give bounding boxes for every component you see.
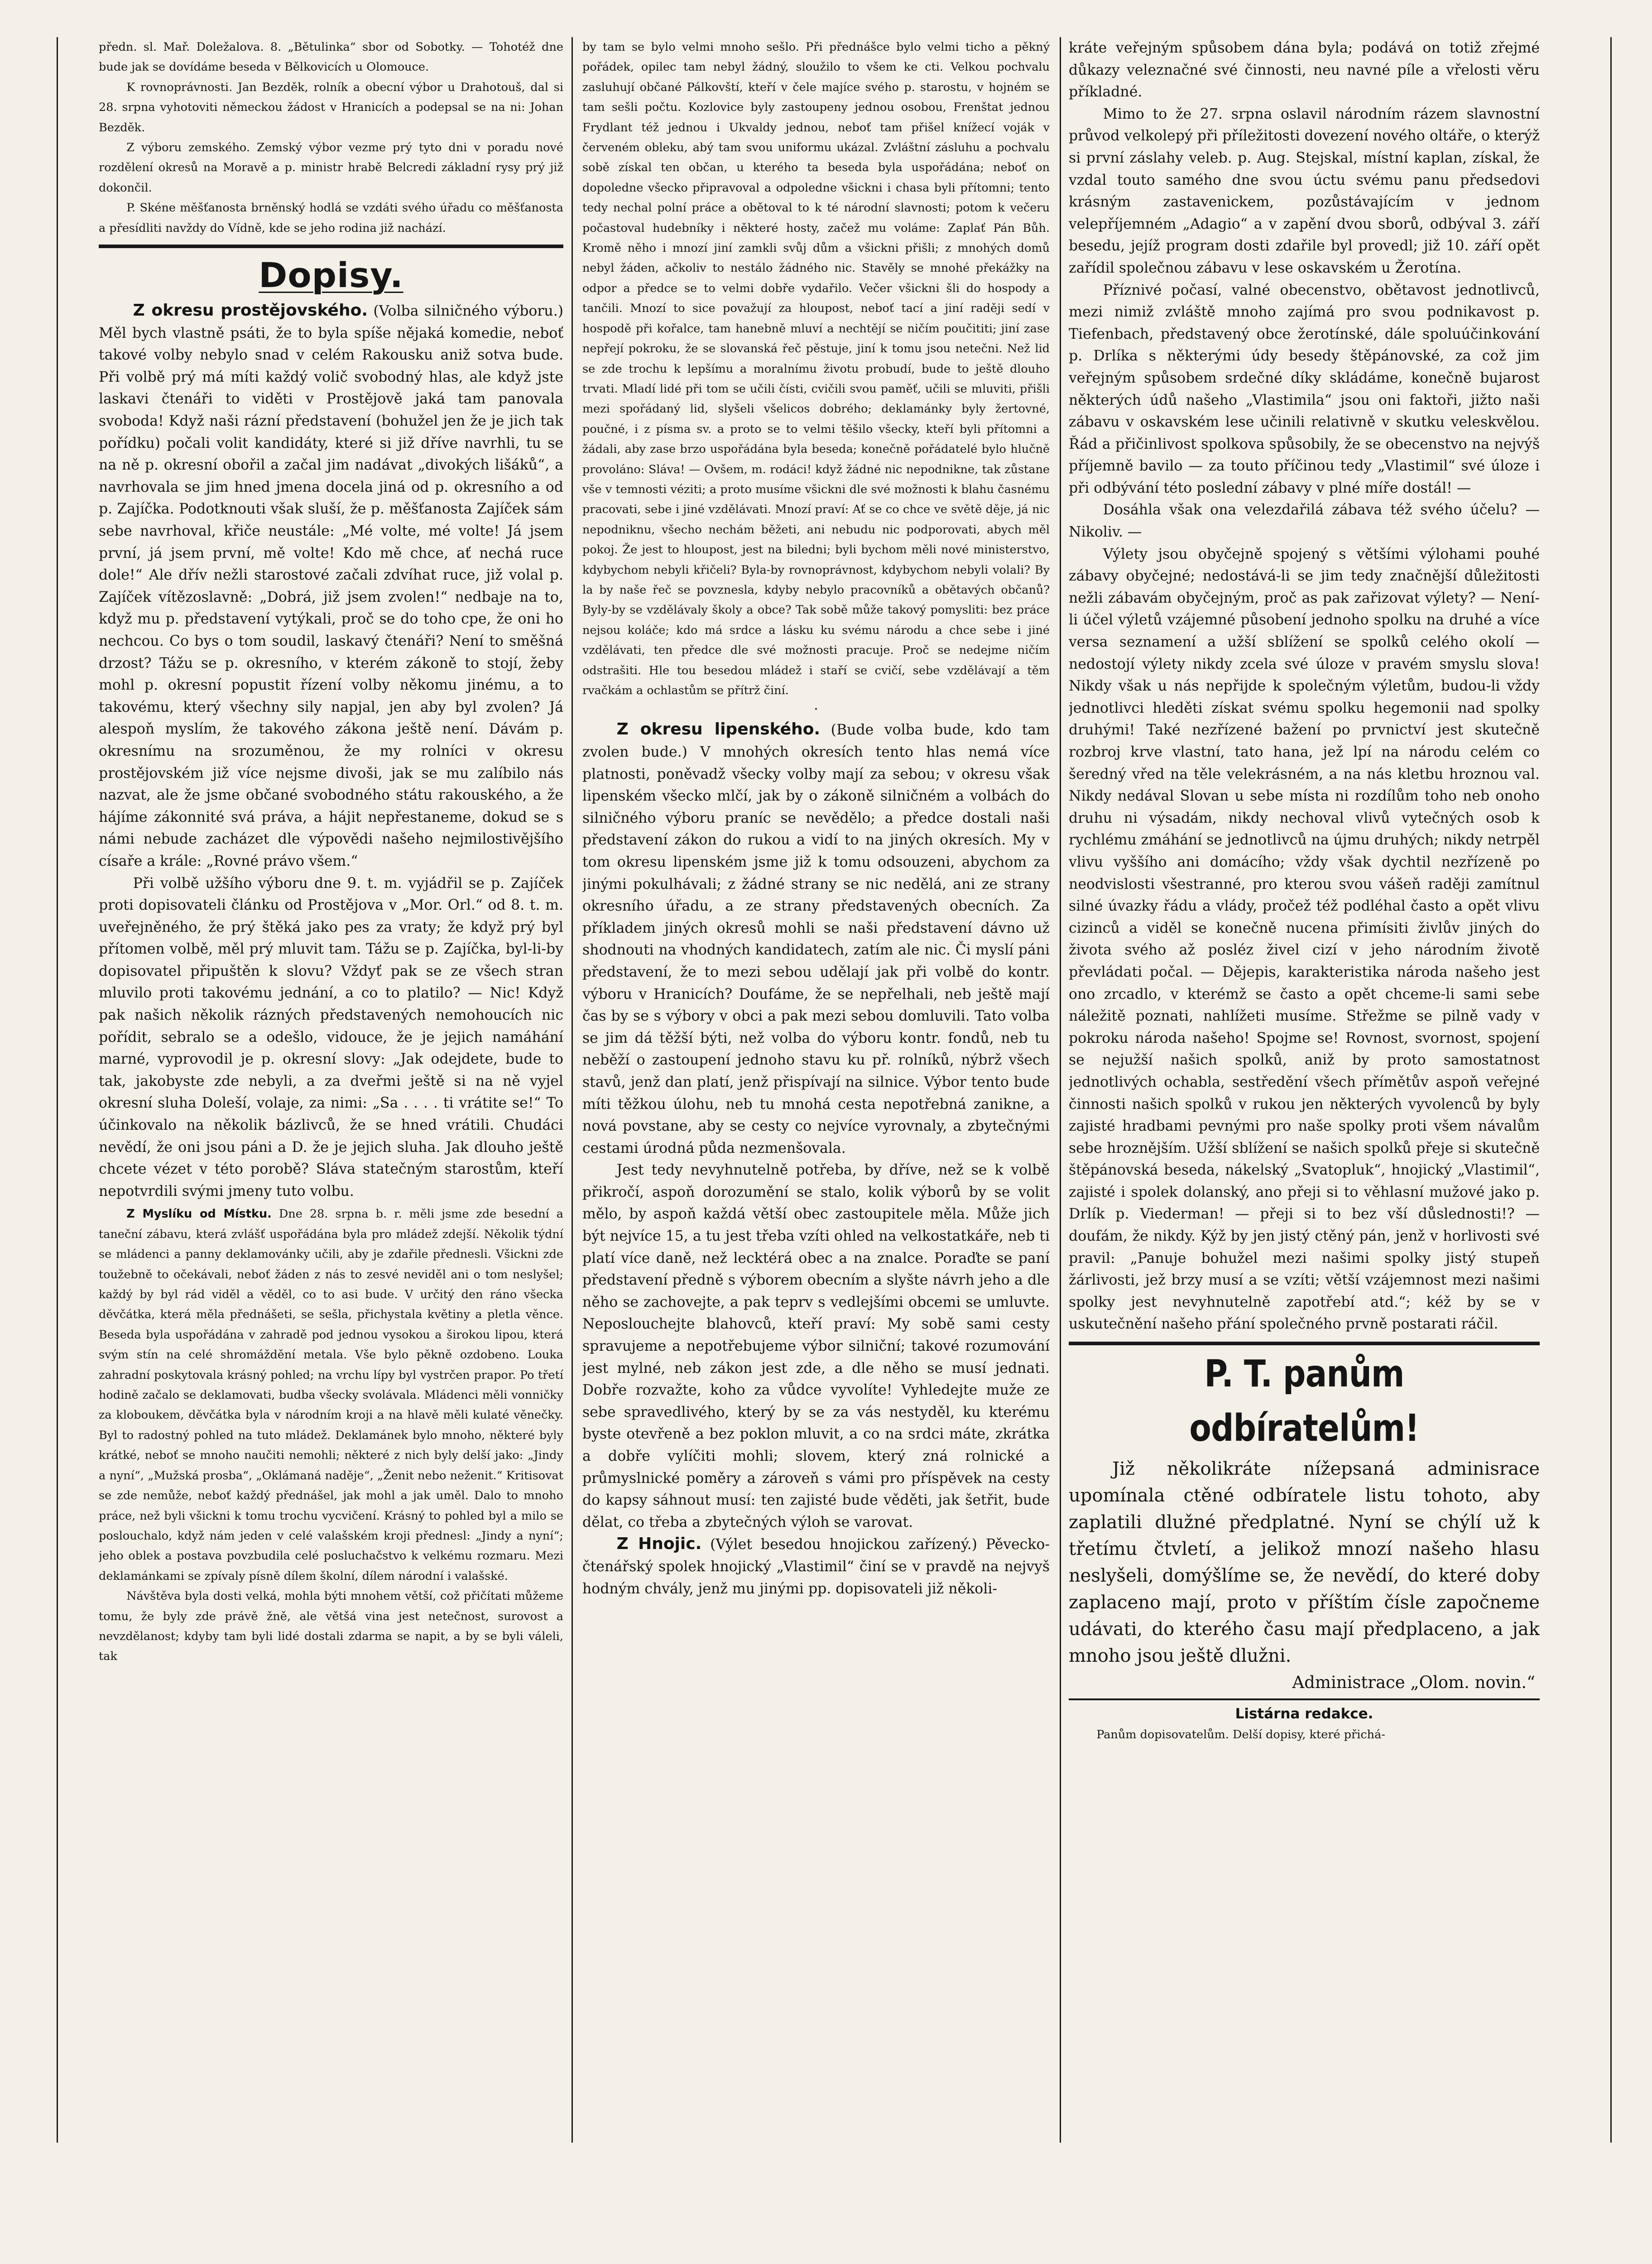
article-title: Z Hnojic. [616, 1535, 702, 1554]
article-body: Mimo to že 27. srpna oslavil národním rázem slavnostní průvod velkolepý při příležitosti dovezení nového oltáře, o kterýž si první záslahy veleb. p. Aug. Stejskal, místní kaplan, získal, že vzdal touto samého dne svou úctu svému panu předsedovi krásným zastavenickem, pozůstávajícím v jednom velepříjemném „Adagio“ a v zapění dvou sborů, odbýval 3. září besedu, jejíž program dosti zdařile byl provedl; již 10. září opět zařídil společnou zábavu v lese oskavském u Žerotína. [1069, 106, 1540, 276]
notice-signature: Administrace „Olom. novin.“ [1292, 1673, 1535, 1693]
article-myslik [99, 1204, 563, 1666]
short-item: předn. sl. Mař. Doležalova. 8. „Bětulinka“ sbor od Sobotky. — Tohotéž dne bude jak se dovídáme beseda v Bělkovicích u Olomouce. [99, 40, 563, 74]
article-body: Příznivé počasí, valné obecenstvo, obětavost jednotlivců, mezi nimiž zvláště mnoho zajímá pro svou podnikavost p. Tiefenbach, představený obce žerotínské, dále spoluúčinkování p. Drlíka s některými údy besedy štěpánovské, za což jim veřejným spůsobem srdečné díky skládáme, konečně bujarost některých údů našeho „Vlastimila“ jsou oni faktoři, jižto naši zábavu v oskavském lese učinili relativně v skutku veleskvělou. Řád a přičinlivost spolkova spůsobily, že se obecenstvo na nejvýš příjemně bavilo — za touto příčinou tedy „Vlastimil“ své úloze i při odbývání této poslední zábavy v plné míře dostál! — [1069, 282, 1540, 496]
article-body: (Volba silničného výboru.) Měl bych vlastně psáti, že to byla spíše nějaká komedie, neboť takové volby nebylo snad v celém Rakousku aniž sotva bude. Při volbě prý má míti každý volič svobodný hlas, ale když jste laskavi čtenáři to viděti v Prostějově jaká tam panovala svoboda! Když naši rázní představení (bohužel jen že je jich tak pořídku) počali volit kandidáty, které si již dříve navrhli, tu se na ně p. okresní obořil a začal jim nadávat „divokých lišáků“, a navrhovala se jim hned jmena docela jiná od p. okresního a od p. Zajíčka. Podotknouti však sluší, že p. měšťanosta Zajíček sám sebe navrhoval, křiče neustále: „Mé volte, mé volte! Já jsem první, já jsem první, mě volte! Kdo mě chce, ať nechá ruce dole!“ Ale dřív nežli starostové začali zdvíhat ruce, již volal p. Zajíček vítězoslavně: „Dobrá, již jsem zvolen!“ nedbaje na to, když mu p. představení vytýkali, proč se do toho cpe, že oni ho nechcou. Co bys o tom soudil, laskavý čtenáři? Není to směšná drzost? Tážu se p. okresního, v kterém zákoně to stojí, žeby mohl p. okresní popustit řízení volby někomu jinému, a to takovému, který všechny sily napjal, jen aby byl zvolen? Já alespoň myslím, že takového zákona ještě není. Dávám p. okresnímu na srozuměnou, že my rolníci v okresu prostějovském již více nejsme divoši, jak se mu zalíbilo nás nazvat, ale že jsme občané svobodného státu rakouského, a že hájíme zákonnité svá práva, a hájit nepřestaneme, dokud se s námi nebude zacházet dle výpovědi našeho nejmilostivějšího císaře a krále: „Rovné právo všem.“ [99, 303, 563, 869]
article-body: Při volbě užšího výboru dne 9. t. m. vyjádřil se p. Zajíček proti dopisovateli článku od Prostějova v „Mor. Orl.“ od 8. t. m. uveřejněného, že prý štěká jako pes za vraty; že když prý byl přítomen volbě, měl prý mluvit tam. Tážu se p. Zajíčka, byl-li-by dopisovatel připuštěn k slovu? Vždyť pak se ze všech stran mluvilo proti takovému jednání, a co to platilo? — Nic! Když pak našich několik rázných představených nemohoucích nic pořídit, sebralo se a odešlo, vidouce, že je jejich namáhání marné, vyprovodil je p. okresní slovy: „Jak odejdete, bude to tak, jakobyste zde nebyli, a za dveřmi ještě si na ně vyjel okresní sluha Doleší, volaje, za nimi: „Sa . . . . ti vrátite se!“ To účinkovalo na několik bázlivců, že se hned vrátili. Chudáci nevědí, že oni jsou páni a D. že je jejich sluha. Jak dlouho ještě chcete vézet v této porobě? Sláva statečným starostům, kteří nepotvrdili svými jmeny tuto volbu. [99, 875, 563, 1199]
notice-title: P. T. panům odbíratelům! [1189, 1353, 1419, 1450]
article-title: Z Myslíku od Místku. [126, 1207, 272, 1221]
article-body: Výlety jsou obyčejně spojený s většími výlohami pouhé zábavy obyčejné; nedostává-li se jim tedy značnější důležitosti nežli zábavám obyčejným, proč as pak zařizovat výlety? — Není-li účel výletů vzájemné působení jednoho spolku na druhé a více versa seznamení a užší sblížení se spolků celého okolí — nedostojí výlety nikdy zcela své úloze v pravém smyslu slova! Nikdy však u nás nepřijde k společným výletům, budou-li vždy jednotlivci hleděti získat svému spolku hegemonii nad spolky druhými! Také nezřízené bažení po prvnictví jest skutečně rozbroj krve vlastní, tato hana, jež lpí na národu celém co šeredný vřed na těle velekrásném, a na nás kletbu hroznou val. Nikdy nedával Slovan u sebe místa ni rozdílům toho neb onoho druhu ni výsadám, nikdy nechoval vlivů vytečných osob k rychlému zmáhání se jednotlivců na újmu druhých; nikdy netrpěl vlivu vyššího ani domácího; vždy však dychtil nezřízeně po neodvislosti všestranné, pro kterou svou vášeň raději zamítnul silné úvazky řádu a vlády, pročež též podléhal často a opět vlivu cizinců a viděl se konečně nucena přimísiti živlův jiných do života svého až posléz živel cizí v jeho národním životě převládati počal. — Dějepis, karakteristika národa našeho jest ono zrcadlo, v kterémž se často a opět chceme-li sami sebe náležitě poznati, nahlížeti musíme. Střežme se pilně vady v pokroku národa našeho! Spojme se! Rovnost, svornost, spojení se nejužší našich spolků, aniž by proto samostatnost jednotlivých ochabla, sestředění všech přímětův aspoň veřejné činnosti našich spolků v rukou jen některých vyvolenců by byly zajisté hradbami pevnými pro naše spolky proti všem návalům sebe hroznějším. Užší sblížení se našich spolků přeje si skutečně štěpánovská beseda, nákelský „Svatopluk“, hnojický „Vlastimil“, zajisté i spolek dolanský, ano přeji si to věhlasní mužové jako p. Drlík p. Viederman! — přeji si to bez vší důslednosti!? — doufám, že nikdy. Kýž by jen jistý ctěný pán, jenž v horlivosti své pravil: „Panuje bohužel mezi našimi spolky jistý stupeň žárlivosti, jež brzy musí a se vzíti; větší vzájemnost mezi našimi spolky jest nevyhnutelně zapotřebí atd.“; kéž by se v uskutečnění našeho přání společného prvně postarati ráčil. [1069, 546, 1540, 1333]
separator-mark: · [814, 701, 818, 718]
short-item: Z výboru zemského. Zemský výbor vezme prý tyto dni v poradu nové rozdělení okresů na Moravě a p. ministr hrabě Belcredi základní rysy prý již dokončil. [99, 141, 563, 195]
short-news [99, 37, 563, 238]
article-body: by tam se bylo velmi mnoho sešlo. Při přednášce bylo velmi ticho a pěkný pořádek, opilec tam nebyl žádný, sloužilo to všem ke cti. Velkou pochvalu zasluhují občané Pálkovští, kteří v čele majíce svého p. starostu, v hojném se tam sešli počtu. Kozlovice byly zastoupeny jednou osobou, Frenštat jednou Frydlant též jednou i Ukvaldy jednou, neboť tam přišel knížecí voják v červeném obleku, abý tam svou uniformu ukázal. Zvláštní zásluhu a pochvalu sobě získal ten občan, u kterého ta beseda byla uspořádána; neboť on dopoledne všecko připravoval a odpoledne všickni i chasa byli přítomni; tento tedy nechal polní práce a obětoval to k té národní slavnosti; potom k večeru počastoval hudebníky i některé hosty, začež mu voláme: Zaplať Pán Bůh. Kromě něho i mnozí jiní zamkli svůj dům a všickni přišli; z mnohých domů nebyl žáden, ačkoliv to nestálo žádného nic. Stavěly se mnohé překážky na odpor a předce se to velmi dobře vydařilo. Večer všickni šli do hospody a tančili. Mnozí to sice považují za hloupost, neboť tací a jiní raději sedí v hospodě při kořalce, tam hanebně mluví a nechtějí se ničím poučititi; jiní zase nepřejí pokroku, že se slovanská řeč pěstuje, jiní k tomu jsou netečni. Než lid se zde trochu k lepšímu a moralnímu životu probudí, bude to ještě dlouho trvati. Mladí lidé při tom se učili čísti, cvičili svou paměť, učili se mluviti, přišli mezi spořádaný lid, slyšeli všelicos dobrého; deklamánky byly žertovné, poučné, i z písma sv. a proto se to velmi těšilo všecky, kteří byli přítomni a žádali, aby zase brzo uspořádána byla beseda; konečně pořádatelé bylo hlučně provoláno: Sláva! — Ovšem, m. rodáci! když žádné nic nepodnikne, tak zůstane vše v temnosti véziti; a proto musíme všickni dle své možnosti k blahu časnému pracovati, sebe i jiné vzdělávati. Mnozí praví: Ať se co chce ve světě děje, já nic nepodniknu, všecho nechám běžeti, ani nebudu nic podporovati, abych měl pokoj. Že jest to hloupost, jest na biledni; byli bychom měli nové ministerstvo, kdybychom nebyli křičeli? Byla-by rovnoprávnost, kdybychom nebyli volali? By la by naše řeč se povznesla, kdyby nebylo pracovníků a obětavých občanů? Byly-by se vzdělávaly školy a obce? Tak sobě může takový pomysliti: bez práce nejsou koláče; kdo má srdce a lásku ku svému národu a chce sebe i jiné vzdělávati, ten předce dle své možnosti pracuje. Proč se nedejme ničím odstrašiti. Hle tou besedou mládež i staří se cvičí, sebe vzdělávají a těm rvačkám a ochlastům se přítrž činí. [582, 40, 1050, 697]
notice-box [1069, 1347, 1540, 1696]
page-left-border [57, 37, 58, 2143]
article-body: Dosáhla však ona velezdařilá zábava též svého účelu? — Nikoliv. — [1069, 502, 1540, 541]
notice-rule-top [1069, 1342, 1540, 1345]
article-hnojice-continued [1069, 37, 1540, 1335]
column-3 [1069, 37, 1540, 2142]
column-1 [99, 37, 563, 2142]
article-title: Z okresu lipenského. [616, 720, 821, 739]
short-item: K rovnoprávnosti. Jan Bezděk, rolník a obecní výbor u Drahotouš, dal si 28. srpna vyhotoviti německou žádost v Hranicích a podepsal se na ni: Johan Bezděk. [99, 80, 563, 134]
notice-rule-bottom [1069, 1698, 1540, 1700]
article-title: Z okresu prostějovského. [133, 301, 368, 320]
column-2 [582, 37, 1050, 2142]
short-item: P. Skéne měšťanosta brněnský hodlá se vzdáti svého úřadu co měšťanosta a přesídliti navždy do Vídně, kde se jeho rodina již nachází. [99, 201, 563, 235]
article-body: Dne 28. srpna b. r. měli jsme zde besední a taneční zábavu, která zvlášť uspořádána byla pro mládež zdejší. Několik týdní se mládenci a panny deklamovánky učili, aby je zdařile přednesli. Všickni zde toužebně to očekávali, neboť žáden z nás to zesvé neviděl ani o tom neslyšel; každý by byl rád viděl a věděl, co to asi bude. V určitý den ráno všecka děvčátka, která měla přednášeti, se sešla, přichystala květiny a pletla věnce. Beseda byla uspořádána v zahradě pod jednou vysokou a širokou lipou, která svým stín na celé shromáždění metala. Vše bylo pěkně ozdobeno. Louka zahradní poskytovala krásný pohled; na vrchu lípy byl vystrčen prapor. Po třetí hodině začalo se deklamovati, budba všecky svolávala. Mládenci měli vonničky za kloboukem, děvčátka byla v národním kroji a na hlavě měli kulaté věnečky. Byl to radostný pohled na tuto mládež. Deklamánek bylo mnoho, některé byly krátké, neboť se mnoho naučiti nemohli; některé z nich byly delší jako: „Jindy a nyní“, „Mužská prosba“, „Oklámaná naděje“, „Ženit nebo neženit.“ Kritisovat se zde nemůže, neboť každý přednášel, jak mohl a jak uměl. Dalo to mnoho práce, než byli všickni k tomu trochu vycvičení. Krásný to pohled byl a milo se poslouchalo, když nám jeden v celé valašském kroji přednesl: „Jindy a nyní“; jeho oblek a postava povzbudila celé posluchačstvo k velkému rozmaru. Mezi deklamánkami se zpívaly písně dílem školní, dílem národní i valašské. [99, 1207, 563, 1583]
page-right-border [1610, 37, 1612, 2143]
column-divider-1 [571, 37, 573, 2143]
article-body: kráte veřejným spůsobem dána byla; podává on totiž zřejmé důkazy veleznačné své činnosti, neu navné píle a vřelosti věru příkladné. [1069, 40, 1540, 101]
article-prostejov [99, 300, 563, 1202]
section-rule [99, 245, 563, 248]
article-lipnik [582, 719, 1050, 1600]
column-divider-2 [1060, 37, 1061, 2143]
listarna-text: Panům dopisovatelům. Delší dopisy, které přichá- [1096, 1728, 1385, 1742]
section-heading: Dopisy. [259, 255, 403, 296]
article-body: Jest tedy nevyhnutelně potřeba, by dříve, než se k volbě přikročí, aspoň dorozumění se stalo, kolik výborů by se volit mělo, by aspoň každá větší obec zastoupitele měla. Může jich být nejvíce 15, a tu jest třeba vzíti ohled na velkostatkáře, neb ti platí více daně, než lecktérá obec a na znalce. Poraďte se paní představení předně s výborem obecním a slyšte návrh jeho a dle něho se zachovejte, a pak teprv s vedlejšími obcemi se umluvte. Neposlouchejte blahovců, kteří praví: My sobě sami cesty spravujeme a nepotřebujeme výbor silniční; takové rozumování jest mylné, neb zákon jest zde, a dle něho se musí jednati. Dobře rozvažte, koho za vůdce vyvolíte! Vyhledejte muže ze sebe spravedlivého, který by se za vás nestyděl, ku kterému byste otevřeně a bez poklon mluvit, a co na srdci máte, zkrátka a dobře vylíčiti mohli; slovem, který zná rolnické a průmyslnické poměry a zároveň s vámi pro příspěvek na cesty do kapsy sáhnout musí: ten zajisté bude věděti, jak šetřit, bude dělat, co třeba a zbytečných výloh se varovat. [582, 1162, 1050, 1530]
article-body: (Bude volba bude, kdo tam zvolen bude.) V mnohých okresích tento hlas nemá více platnosti, poněvadž všecky volby mají za sebou; v okresu však lipenském všecko mlčí, jak by o zákoně silničném a volbách do silničného výboru praníc se nevědělo; a předce dostali naši představení zákon do rukou a vidí to na jiných okresích. My v tom okresu lipenském jsme již k tomu odsouzeni, abychom za jinými pokulhávali; z žádné strany se nic nedělá, ani ze strany okresního úřadu, a ze strany představených obecních. Za příkladem jiných okresů mohli se naši představení dávno už shodnouti na vhodných kandidatech, zatím ale nic. Či myslí páni představení, že to mezi sebou udělají jak při volbě do kontr. výboru v Hranicích? Doufáme, že se nepřelhali, neb ještě mají čas by se s výbory v obci a pak mezi sebou domluvili. Tato volba se jim dá těžší býti, než volba do výboru kontr. fondů, neb tu neběží o zastoupení jednoho stavu ku př. rolníků, nýbrž všech stavů, jenž dan platí, jenž přispívají na silnice. Výbor tento bude míti těžkou úlohu, neb tu mnohá cesta nepotřebná zanikne, a nová povstane, aby se cesty co nejvíce vyrovnaly, a zbytečnými cestami úrodná půda nezmenšovala. [582, 722, 1050, 1156]
article-myslik-continued [582, 37, 1050, 700]
article-body: Návštěva byla dosti velká, mohla býti mnohem větší, což přičítati můžeme tomu, že byly zde právě žně, ale většá vina jest netečnost, surovost a nevzdělanost; kdyby tam byli lidé dostali zdarma se napit, a by se byli váleli, tak [99, 1589, 563, 1664]
article-body: (Výlet besedou hnojickou zařízený.) Pěvecko-čtenářský spolek hnojický „Vlastimil“ činí se v pravdě na nejvyš hodným chvály, jenž mu jinými pp. dopisovateli již několi- [582, 1536, 1050, 1597]
listarna-title: Listárna redakce. [1235, 1706, 1373, 1722]
notice-text: Již několikráte nížepsaná adminisrace upomínala ctěné odbíratele listu tohoto, aby zaplatili dlužné předplatné. Nyní se chýlí už k třetímu čtvletí, a jelikož mnozí našeho hlasu neslyšeli, domýšlíme se, že nevědí, do které doby zaplaceno mají, proto v příštím čísle započneme udávati, do kterého času mají předplaceno, a jak mnoho jsou ještě dlužni. [1069, 1458, 1540, 1667]
